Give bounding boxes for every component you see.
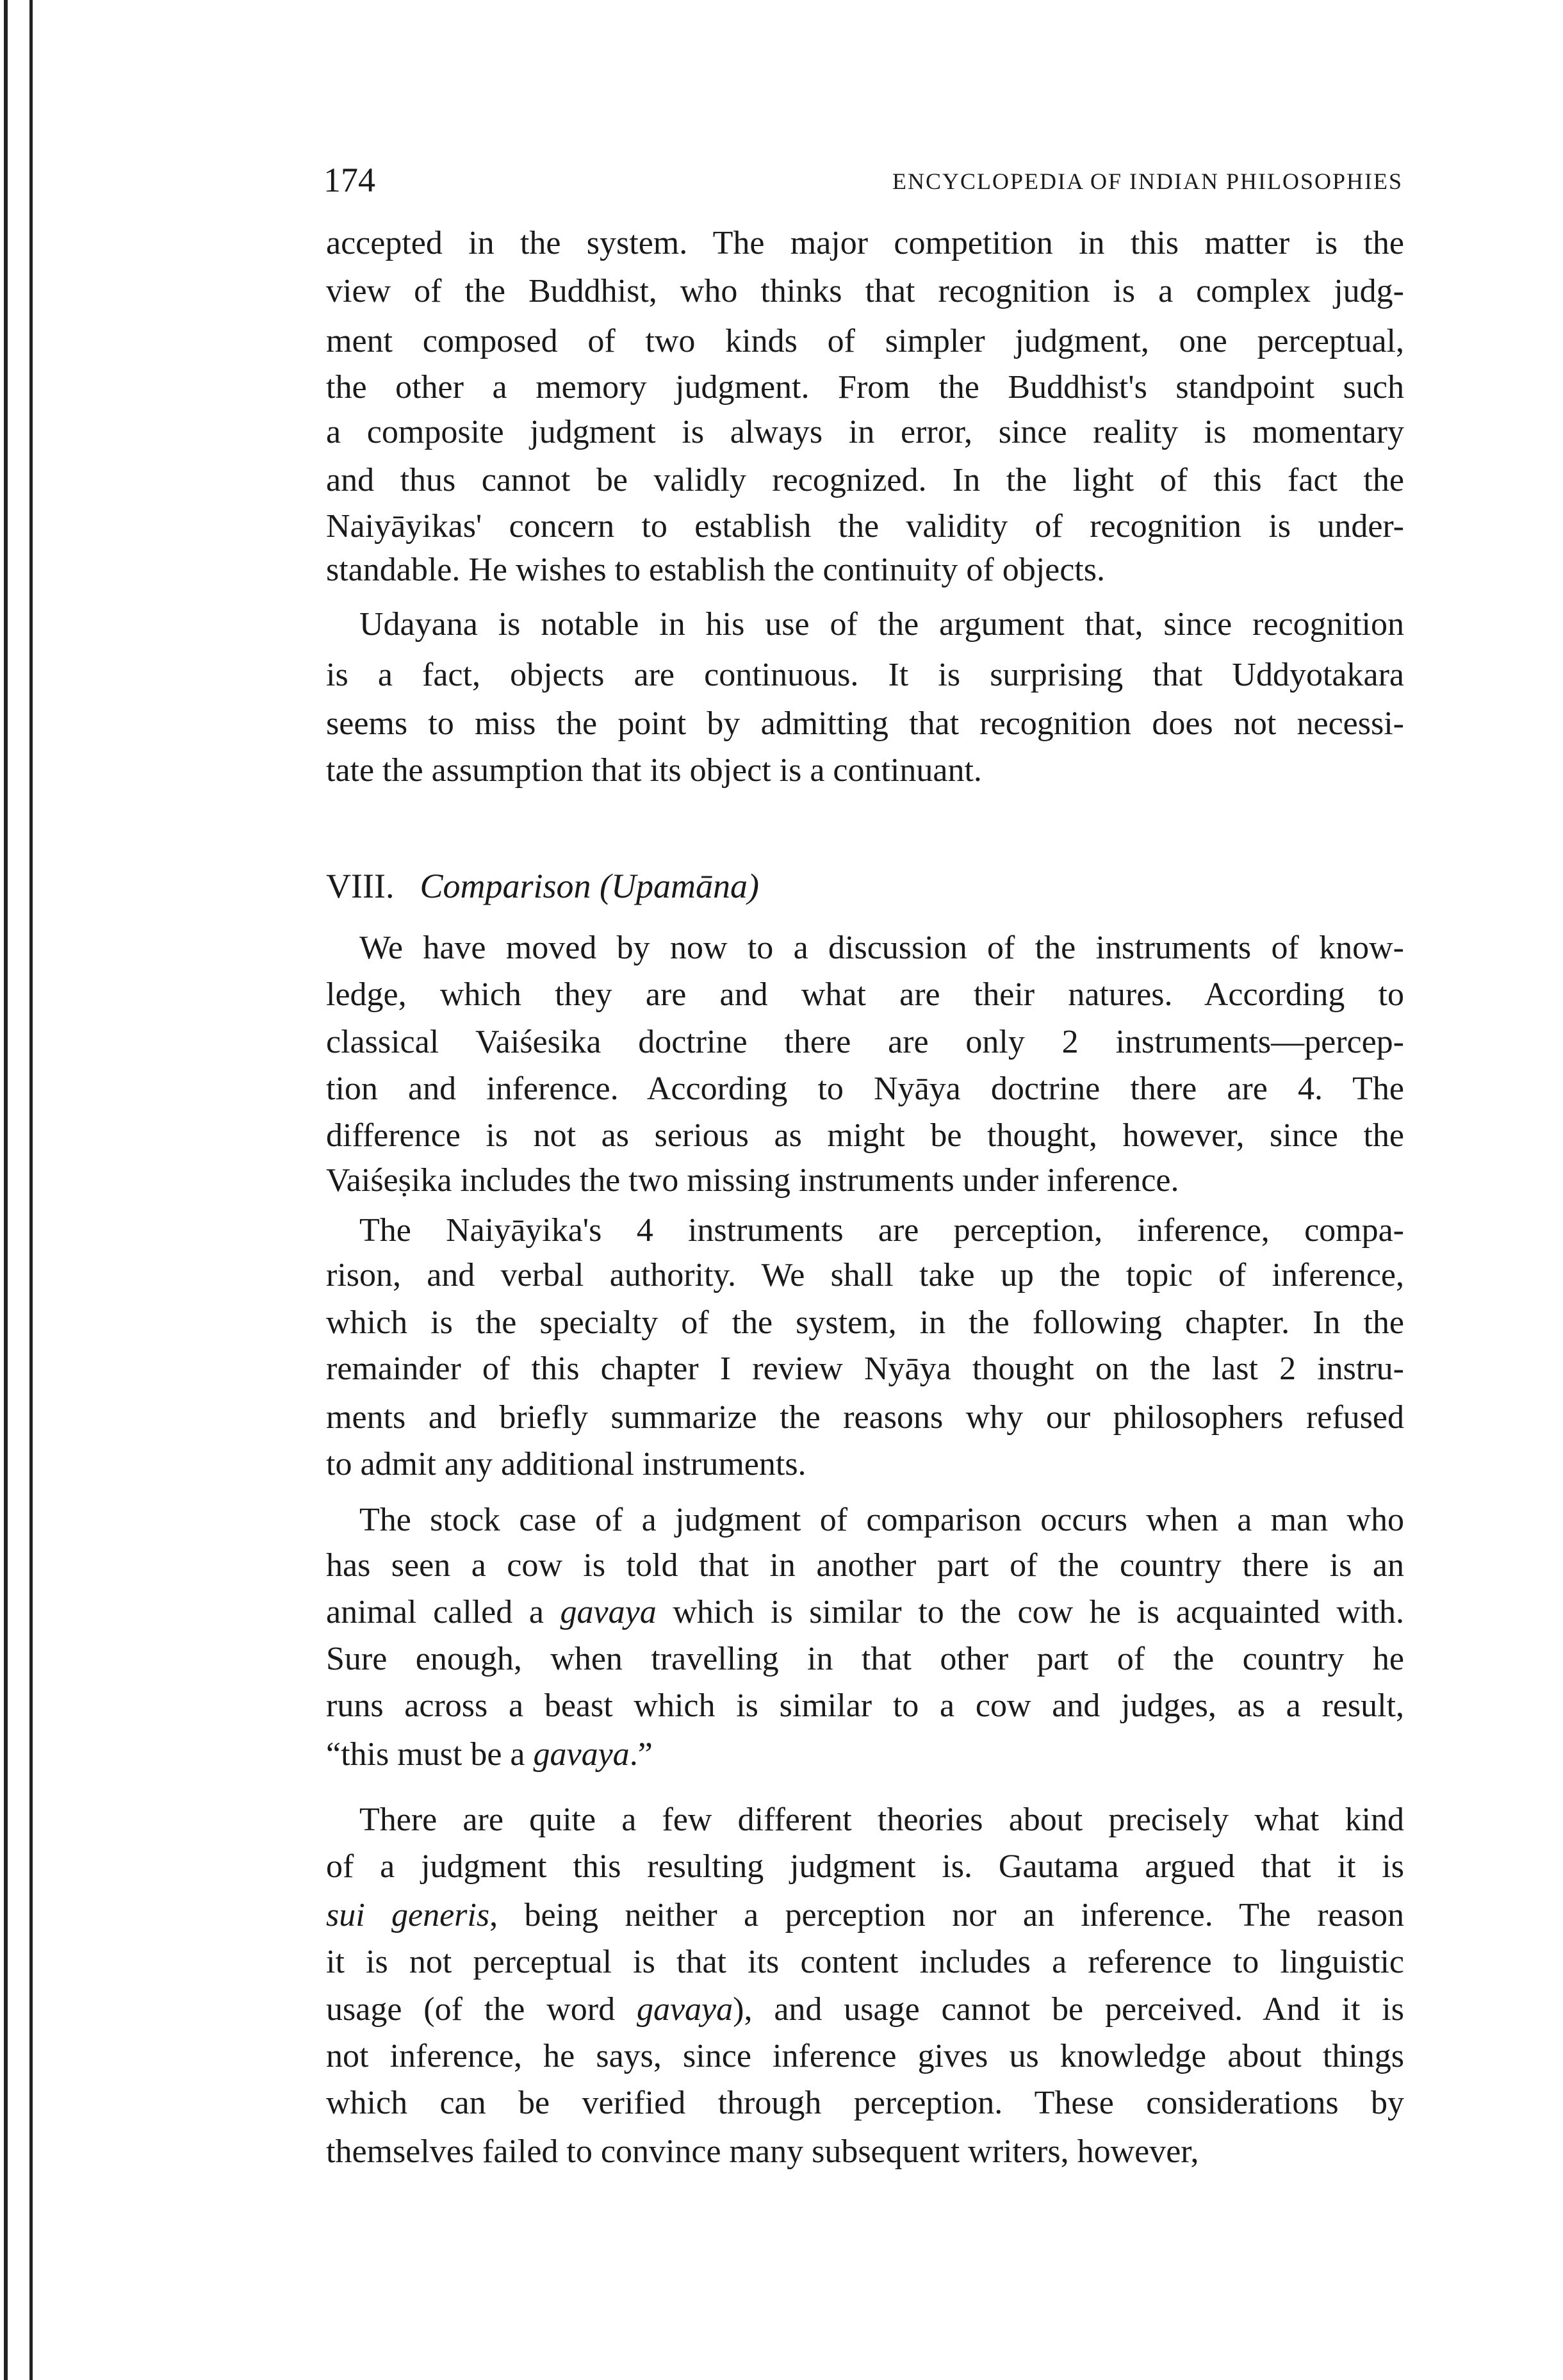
text-line: is a fact, objects are continuous. It is surprising that Uddyotakara — [326, 657, 1404, 693]
text-line: rison, and verbal authority. We shall take up the topic of inference, — [326, 1257, 1404, 1293]
text-line: There are quite a few different theories about precisely what kind — [359, 1801, 1404, 1838]
text-line: standable. He wishes to establish the continuity of objects. — [326, 552, 1105, 588]
text-line: The Naiyāyika's 4 instruments are perception, inference, compa- — [359, 1212, 1404, 1249]
text-line: Vaiśeṣika includes the two missing instruments under inference. — [326, 1162, 1179, 1199]
text-line: ment composed of two kinds of simpler judgment, one perceptual, — [326, 323, 1404, 359]
text-line: has seen a cow is told that in another part of the country there is an — [326, 1547, 1404, 1584]
page-number: 174 — [323, 161, 375, 199]
section-number: VIII. — [326, 867, 395, 905]
section-heading — [326, 866, 759, 906]
text-line: of a judgment this resulting judgment is. Gautama argued that it is — [326, 1848, 1404, 1885]
scan-edge-line-inner — [29, 0, 33, 2380]
text-line: to admit any additional instruments. — [326, 1446, 806, 1482]
scan-edge-line-outer — [4, 0, 8, 2380]
text-line: “this must be a gavaya.” — [326, 1736, 653, 1773]
text-line: the other a memory judgment. From the Buddhist's standpoint such — [326, 369, 1404, 406]
text-line: Udayana is notable in his use of the argument that, since recognition — [359, 606, 1404, 643]
text-line: runs across a beast which is similar to a cow and judges, as a result, — [326, 1687, 1404, 1724]
text-line: seems to miss the point by admitting that recognition does not necessi- — [326, 705, 1404, 742]
text-line: remainder of this chapter I review Nyāya thought on the last 2 instru- — [326, 1350, 1404, 1387]
text-line: ments and briefly summarize the reasons why our philosophers refused — [326, 1399, 1404, 1436]
text-line: animal called a gavaya which is similar to the cow he is acquainted with. — [326, 1594, 1405, 1630]
text-line: ledge, which they are and what are their natures. According to — [326, 976, 1404, 1013]
text-line: sui generis, being neither a perception nor an inference. The reason — [326, 1897, 1405, 1933]
section-title: Comparison (Upamāna) — [420, 867, 759, 905]
text-line: not inference, he says, since inference gives us knowledge about things — [326, 2038, 1404, 2074]
text-line: usage (of the word gavaya), and usage cannot be perceived. And it is — [326, 1991, 1404, 2028]
text-line: which can be verified through perception. These considerations by — [326, 2085, 1404, 2121]
text-line: Naiyāyikas' concern to establish the validity of recognition is under- — [326, 508, 1404, 545]
text-line: tate the assumption that its object is a continuant. — [326, 752, 982, 789]
text-line: classical Vaiśesika doctrine there are only 2 instruments—percep- — [326, 1024, 1404, 1060]
text-line: and thus cannot be validly recognized. In the light of this fact the — [326, 462, 1404, 498]
text-line: difference is not as serious as might be thought, however, since the — [326, 1117, 1404, 1154]
text-line: The stock case of a judgment of comparison occurs when a man who — [359, 1502, 1404, 1538]
text-line: tion and inference. According to Nyāya doctrine there are 4. The — [326, 1071, 1404, 1107]
running-title: ENCYCLOPEDIA OF INDIAN PHILOSOPHIES — [892, 168, 1403, 194]
text-line: We have moved by now to a discussion of the instruments of know- — [359, 930, 1404, 966]
text-line: Sure enough, when travelling in that other part of the country he — [326, 1641, 1404, 1677]
text-line: themselves failed to convince many subsequent writers, however, — [326, 2133, 1199, 2170]
text-line: which is the specialty of the system, in the following chapter. In the — [326, 1304, 1404, 1341]
text-line: accepted in the system. The major competition in this matter is the — [326, 225, 1404, 261]
text-line: a composite judgment is always in error, since reality is momentary — [326, 414, 1404, 450]
text-line: it is not perceptual is that its content includes a reference to linguistic — [326, 1944, 1404, 1980]
text-line: view of the Buddhist, who thinks that recognition is a complex judg- — [326, 273, 1404, 309]
